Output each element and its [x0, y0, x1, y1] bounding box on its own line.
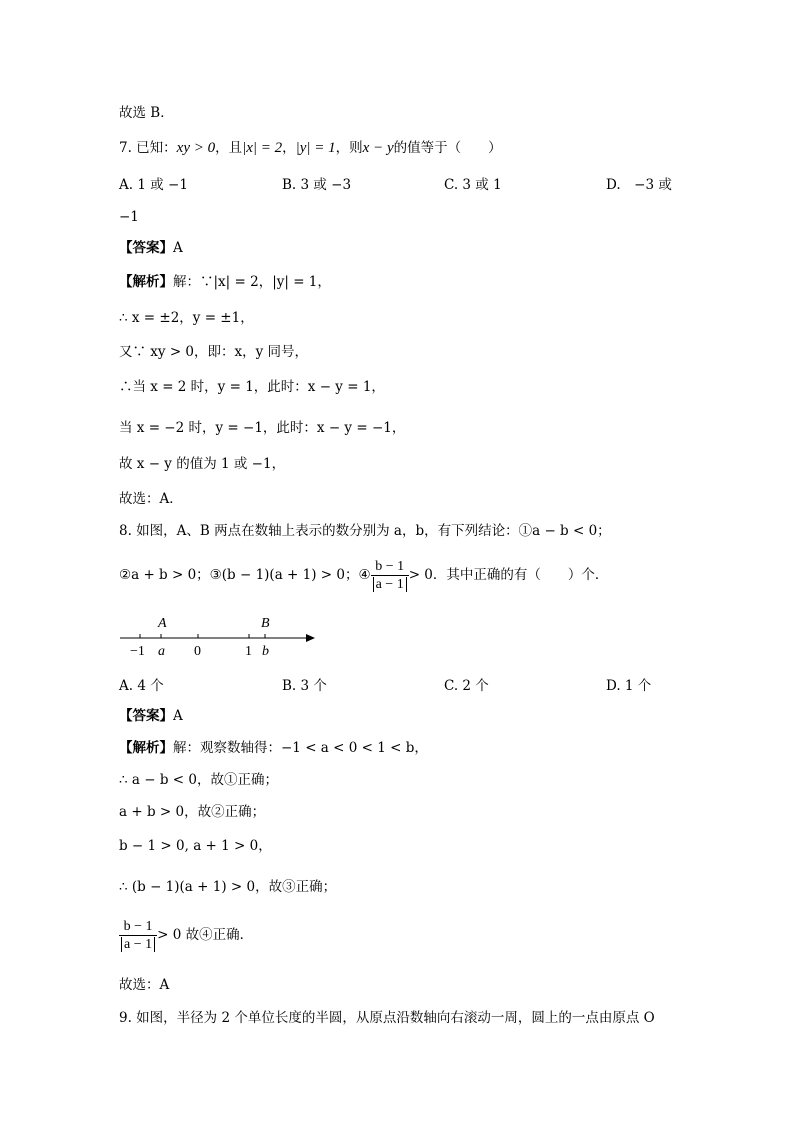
- q7-analysis-step-3: 又∵ xy > 0，即：x，y 同号，: [119, 344, 309, 360]
- q7-option-d: D. −3 或: [606, 177, 672, 193]
- q7-analysis-step-4: ∴当 x = 2 时，y = 1，此时：x − y = 1，: [119, 379, 385, 395]
- tick-label-b: b: [262, 644, 269, 659]
- q7-text: ，且: [215, 140, 243, 156]
- q8-analysis-step-6: [119, 916, 253, 954]
- q8-option-d: D. 1 个: [606, 678, 652, 694]
- point-label-A: A: [158, 616, 167, 631]
- q8-fraction-denominator-value: a − 1: [373, 577, 407, 592]
- q7-analysis-conclusion: 故选：A．: [119, 491, 183, 507]
- q8-answer: [119, 706, 183, 726]
- tick-label-minus-1: −1: [130, 644, 145, 659]
- number-line-arrow: [306, 634, 315, 642]
- q8-option-c: C. 2 个: [444, 678, 489, 694]
- question-7: [119, 138, 502, 158]
- q8-conditions: ②a + b > 0；③(b − 1)(a + 1) > 0；④: [119, 567, 371, 583]
- q7-text: 的值等于（ ）: [393, 140, 502, 156]
- q8-analysis-step-2: ∴ a − b < 0，故①正确；: [119, 772, 278, 788]
- q7-analysis-step-1: [119, 272, 331, 292]
- q8-analysis-fraction-denominator: [119, 936, 157, 953]
- point-label-B: B: [261, 616, 270, 631]
- q7-analysis-step-5: 当 x = −2 时，y = −1，此时：x − y = −1，: [119, 420, 406, 436]
- q8-analysis-step-1: [119, 738, 428, 758]
- analysis-text: 解：∵|x| = 2，|y| = 1，: [173, 274, 331, 290]
- answer-tag: 【答案】: [119, 708, 173, 724]
- tick-label-0: 0: [194, 644, 201, 659]
- q8-option-b: B. 3 个: [282, 678, 327, 694]
- q7-option-b: B. 3 或 −3: [282, 177, 352, 193]
- q8-analysis-step-5: ∴ (b − 1)(a + 1) > 0，故③正确；: [119, 879, 337, 895]
- q8-analysis-conclusion: 故选：A: [119, 977, 170, 993]
- q7-text: ，: [282, 140, 296, 156]
- q8-analysis-step-4: b − 1 > 0, a + 1 > 0，: [119, 838, 272, 854]
- q8-analysis-step-6-tail: > 0 故④正确．: [157, 927, 254, 943]
- tick-label-a: a: [158, 644, 165, 659]
- q7-analysis-step-2: ∴ x = ±2，y = ±1，: [119, 310, 254, 326]
- q8-question-tail: > 0．其中正确的有（ ）个．: [408, 567, 609, 583]
- q8-fraction: [371, 559, 409, 593]
- q8-option-a: A. 4 个: [119, 678, 164, 694]
- answer-tag: 【答案】: [119, 240, 173, 256]
- tick-label-1: 1: [245, 644, 252, 659]
- q8-analysis-fraction-numerator: b − 1: [119, 919, 157, 936]
- analysis-tag: 【解析】: [119, 274, 173, 290]
- question-8-line-2: [119, 556, 608, 594]
- analysis-tag: 【解析】: [119, 740, 173, 756]
- answer-value: A: [173, 708, 183, 724]
- q7-condition-x: |x| = 2: [242, 140, 283, 156]
- question-9-line-1: 9. 如图，半径为 2 个单位长度的半圆，从原点沿数轴向右滚动一周，圆上的一点由原点 O: [119, 1010, 655, 1026]
- q8-fraction-denominator: [371, 576, 409, 593]
- q7-answer: [119, 238, 183, 258]
- q7-text: ，则: [335, 140, 363, 156]
- q7-option-c: C. 3 或 1: [444, 177, 502, 193]
- answer-value: A: [173, 240, 183, 256]
- previous-answer: 故选 B．: [119, 105, 174, 121]
- q7-analysis-step-6: 故 x − y 的值为 1 或 −1，: [119, 456, 286, 472]
- q8-analysis-fraction-denominator-value: a − 1: [121, 937, 155, 952]
- q7-option-d-continued: −1: [119, 209, 139, 225]
- q8-analysis-step-3: a + b > 0，故②正确；: [119, 804, 266, 820]
- q7-option-a: A. 1 或 −1: [119, 177, 188, 193]
- q8-analysis-fraction: [119, 919, 157, 953]
- question-8-line-1: 8. 如图，A、B 两点在数轴上表示的数分别为 a，b，有下列结论：①a − b < 0；: [119, 523, 611, 539]
- analysis-text: 解：观察数轴得：−1 < a < 0 < 1 < b，: [173, 740, 428, 756]
- q7-condition-y: |y| = 1: [295, 140, 336, 156]
- q7-condition-xy: xy > 0: [176, 140, 216, 156]
- q7-number: 7. 已知：: [119, 140, 177, 156]
- q8-fraction-numerator: b − 1: [371, 559, 409, 576]
- number-line-figure: [115, 610, 325, 660]
- q7-expression: x − y: [362, 140, 394, 156]
